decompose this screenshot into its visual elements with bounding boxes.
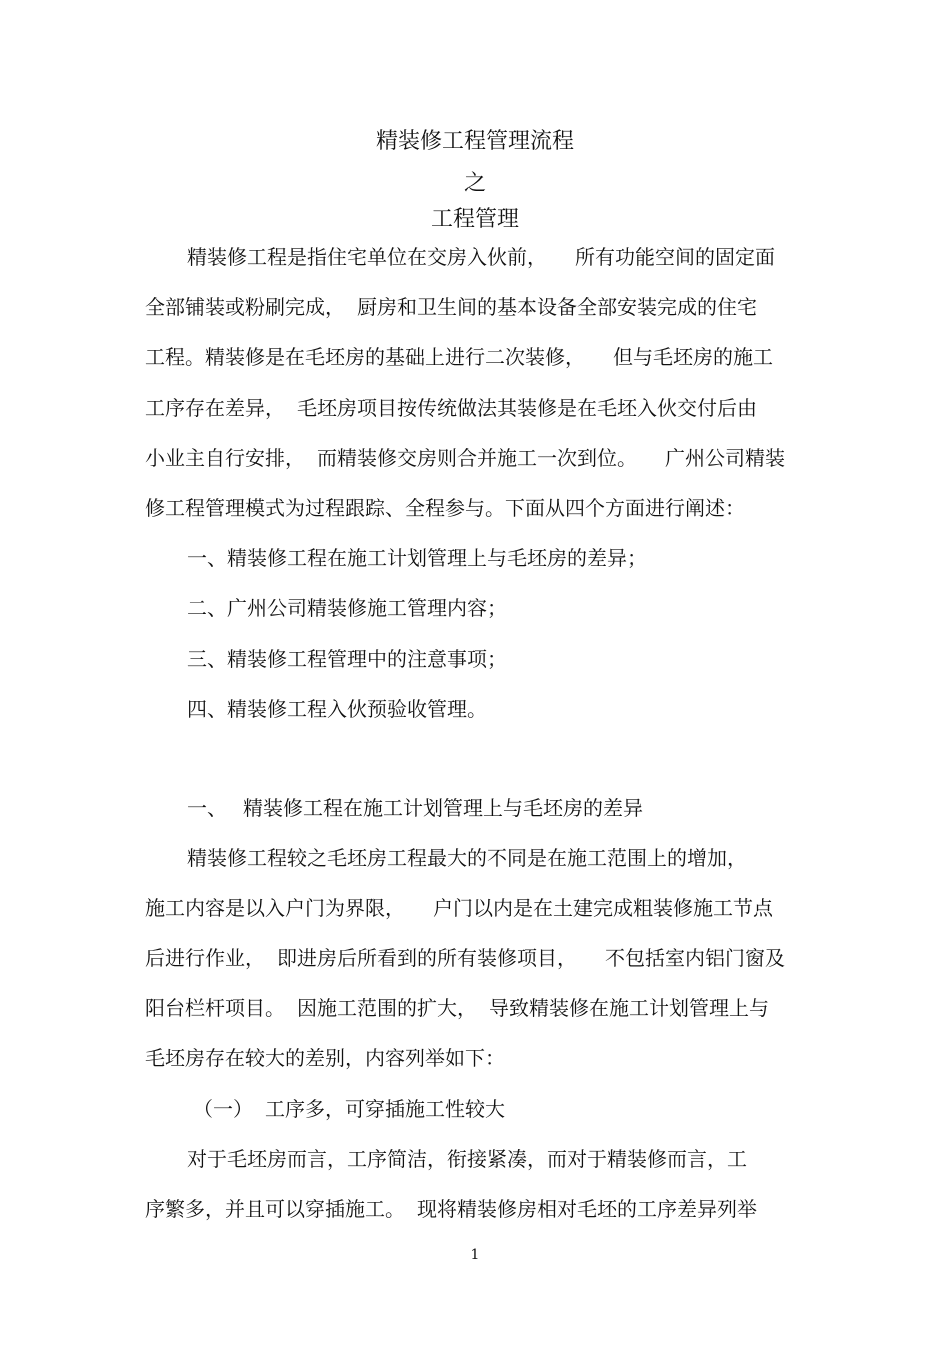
text-span: 毛坯房项目按传统做法其装修是在毛坯入伙交付后由	[297, 396, 757, 420]
text-span: 因施工范围的扩大，	[297, 996, 477, 1020]
document-title: 精装修工程管理流程	[375, 129, 574, 154]
section-para2-line-2	[145, 1196, 815, 1222]
text-span: 工序存在差异，	[145, 396, 285, 420]
intro-line-3	[145, 344, 815, 370]
text-span: 全部铺装或粉刷完成，	[145, 295, 345, 319]
intro-line-6: 修工程管理模式为过程跟踪、全程参与。下面从四个方面进行阐述：	[145, 496, 745, 520]
outline-item-1: 一、精装修工程在施工计划管理上与毛坯房的差异；	[187, 546, 647, 570]
subsection-heading	[193, 1096, 863, 1122]
document-title-connector: 之	[463, 171, 486, 196]
subsection-title: 工序多，可穿插施工性较大	[265, 1097, 505, 1121]
section-para-line-1: 精装修工程较之毛坯房工程最大的不同是在施工范围上的增加，	[187, 846, 747, 870]
page-number: 1	[470, 1247, 480, 1263]
text-span: 现将精装修房相对毛坯的工序差异列举	[417, 1197, 757, 1221]
section-heading	[187, 795, 857, 821]
intro-line-5	[145, 445, 815, 471]
text-span: 但与毛坯房的施工	[613, 345, 773, 369]
document-subtitle: 工程管理	[430, 207, 519, 232]
text-span: 后进行作业，	[145, 946, 265, 970]
text-span: 而精装修交房则合并施工一次到位。	[317, 446, 637, 470]
text-span: 广州公司精装	[665, 446, 785, 470]
intro-line-4	[145, 395, 815, 421]
text-span: 导致精装修在施工计划管理上与	[489, 996, 769, 1020]
text-span: 阳台栏杆项目。	[145, 996, 285, 1020]
section-title: 精装修工程在施工计划管理上与毛坯房的差异	[243, 796, 643, 820]
text-span: 户门以内是在土建完成粗装修施工节点	[433, 896, 773, 920]
text-span: 序繁多，并且可以穿插施工。	[145, 1197, 405, 1221]
text-span: 小业主自行安排，	[145, 446, 305, 470]
intro-line-2	[145, 294, 815, 320]
text-span: 精装修工程是指住宅单位在交房入伙前，	[187, 245, 547, 269]
outline-item-2: 二、广州公司精装修施工管理内容；	[187, 596, 507, 620]
text-span: 厨房和卫生间的基本设备全部安装完成的住宅	[357, 295, 757, 319]
section-para-line-2	[145, 895, 815, 921]
intro-line-1	[187, 244, 857, 270]
outline-item-4: 四、精装修工程入伙预验收管理。	[187, 697, 487, 721]
section-para-line-5: 毛坯房存在较大的差别，内容列举如下：	[145, 1046, 505, 1070]
section-number: 一、	[187, 796, 227, 820]
text-span: 工程。精装修是在毛坯房的基础上进行二次装修，	[145, 345, 585, 369]
text-span: 施工内容是以入户门为界限，	[145, 896, 405, 920]
text-span: 不包括室内铝门窗及	[605, 946, 785, 970]
section-para-line-4	[145, 995, 815, 1021]
section-para-line-3	[145, 945, 815, 971]
outline-item-3: 三、精装修工程管理中的注意事项；	[187, 647, 507, 671]
section-para2-line-1: 对于毛坯房而言，工序简洁，衔接紧凑，而对于精装修而言，工	[187, 1147, 747, 1171]
text-span: 即进房后所看到的所有装修项目，	[277, 946, 577, 970]
subsection-number: （一）	[193, 1097, 253, 1121]
text-span: 所有功能空间的固定面	[575, 245, 775, 269]
